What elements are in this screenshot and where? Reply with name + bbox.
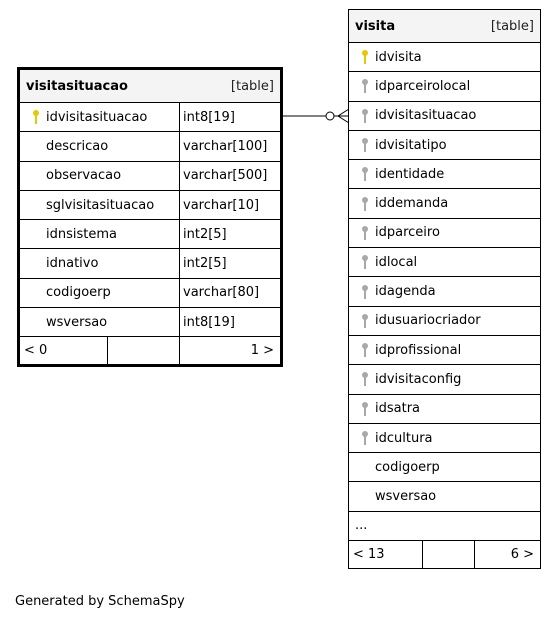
column-row[interactable] <box>349 277 540 306</box>
column-row[interactable] <box>349 453 540 482</box>
column-name: idlocal <box>375 254 418 270</box>
column-row[interactable] <box>349 43 540 72</box>
column-name: observacao <box>46 168 122 184</box>
column-row[interactable] <box>349 72 540 101</box>
foreign-key-icon <box>355 137 375 153</box>
column-type: varchar[80] <box>183 285 260 301</box>
column-name-cell <box>20 308 180 336</box>
foreign-key-icon <box>355 401 375 417</box>
column-type: int2[5] <box>183 256 227 272</box>
column-name-cell <box>349 365 540 393</box>
column-name-cell <box>349 248 540 276</box>
primary-key-icon <box>355 49 375 65</box>
column-type: int2[5] <box>183 226 227 242</box>
column-row[interactable] <box>20 279 280 308</box>
column-name-cell <box>349 395 540 423</box>
column-name: idparceiro <box>375 225 440 241</box>
foreign-key-icon <box>355 196 375 212</box>
column-name: idprofissional <box>375 342 462 358</box>
column-name: codigoerp <box>46 285 111 301</box>
column-name-cell <box>20 279 180 307</box>
column-type: int8[19] <box>183 314 235 330</box>
foreign-key-icon <box>355 225 375 241</box>
column-row[interactable] <box>20 191 280 220</box>
column-type: varchar[500] <box>183 168 268 184</box>
column-name-cell <box>349 189 540 217</box>
column-name-cell <box>349 453 540 481</box>
column-name: wsversao <box>375 489 437 505</box>
column-name: identidade <box>375 166 445 182</box>
table-pager <box>349 541 540 568</box>
column-name: idsatra <box>375 401 421 417</box>
foreign-key-icon <box>355 342 375 358</box>
column-row[interactable] <box>349 307 540 336</box>
column-row[interactable] <box>20 308 280 337</box>
column-row[interactable] <box>349 395 540 424</box>
column-name: idvisitaconfig <box>375 371 462 387</box>
column-name-cell <box>20 249 180 277</box>
column-name: idvisitasituacao <box>375 108 477 124</box>
column-name-cell <box>349 307 540 335</box>
column-name: idusuariocriador <box>375 313 481 329</box>
column-type: varchar[100] <box>183 138 268 154</box>
column-type: varchar[10] <box>183 197 260 213</box>
column-name: idcultura <box>375 430 433 446</box>
column-row[interactable] <box>349 248 540 277</box>
column-name: sglvisitasituacao <box>46 197 155 213</box>
more-indicator: ... <box>355 518 368 534</box>
column-name: idagenda <box>375 284 436 300</box>
column-name-cell <box>20 191 180 219</box>
column-name-cell <box>349 219 540 247</box>
column-row[interactable] <box>20 162 280 191</box>
pager-right[interactable]: 1 > <box>250 343 274 359</box>
foreign-key-icon <box>355 371 375 387</box>
pager-left[interactable]: < 0 <box>20 337 108 364</box>
column-name: descricao <box>46 138 109 154</box>
column-name: codigoerp <box>375 459 440 475</box>
column-name-cell <box>349 482 540 510</box>
column-name: idvisita <box>375 49 422 65</box>
column-name: idvisitatipo <box>375 137 447 153</box>
table-header[interactable] <box>20 70 280 103</box>
column-row[interactable] <box>349 102 540 131</box>
column-row[interactable] <box>20 103 280 132</box>
table-pager <box>20 337 280 364</box>
foreign-key-icon <box>355 313 375 329</box>
column-name-cell <box>349 160 540 188</box>
column-row[interactable] <box>349 189 540 218</box>
column-row[interactable] <box>349 424 540 453</box>
primary-key-icon <box>26 109 46 125</box>
table-kind: [table] <box>490 18 534 34</box>
column-name: idvisitasituacao <box>46 109 148 125</box>
column-row[interactable] <box>20 249 280 278</box>
column-name: iddemanda <box>375 196 449 212</box>
column-name-cell <box>20 103 180 131</box>
optional-marker <box>326 112 334 120</box>
column-row[interactable] <box>349 131 540 160</box>
more-row <box>349 512 540 541</box>
column-name: idparceirolocal <box>375 78 471 94</box>
table-kind: [table] <box>230 78 274 94</box>
column-name-cell <box>349 102 540 130</box>
column-row[interactable] <box>349 219 540 248</box>
column-name-cell <box>349 72 540 100</box>
pager-right[interactable]: 6 > <box>510 547 534 563</box>
foreign-key-icon <box>355 166 375 182</box>
foreign-key-icon <box>355 284 375 300</box>
column-name-cell <box>349 131 540 159</box>
column-row[interactable] <box>20 132 280 161</box>
column-name-cell <box>349 336 540 364</box>
column-row[interactable] <box>349 336 540 365</box>
column-name-cell <box>349 424 540 452</box>
generated-by-footer: Generated by SchemaSpy <box>15 594 185 609</box>
column-name-cell <box>20 220 180 248</box>
column-row[interactable] <box>349 160 540 189</box>
column-name-cell <box>20 132 180 160</box>
table-name: visita <box>355 18 396 34</box>
foreign-key-icon <box>355 108 375 124</box>
column-row[interactable] <box>20 220 280 249</box>
table-header[interactable] <box>349 10 540 43</box>
foreign-key-icon <box>355 254 375 270</box>
pager-middle <box>108 337 180 364</box>
column-row[interactable] <box>349 365 540 394</box>
column-name: idnsistema <box>46 226 117 242</box>
table-visita[interactable] <box>348 9 541 569</box>
column-row[interactable] <box>349 482 540 511</box>
column-name-cell <box>20 162 180 190</box>
column-name-cell <box>349 277 540 305</box>
pager-middle <box>423 541 475 568</box>
column-name: wsversao <box>46 314 108 330</box>
pager-left[interactable]: < 13 <box>349 541 423 568</box>
foreign-key-icon <box>355 78 375 94</box>
column-type: int8[19] <box>183 109 235 125</box>
column-name-cell <box>349 43 540 71</box>
table-name: visitasituacao <box>26 78 128 94</box>
foreign-key-icon <box>355 430 375 446</box>
column-name: idnativo <box>46 256 99 272</box>
table-visitasituacao[interactable] <box>17 67 283 367</box>
